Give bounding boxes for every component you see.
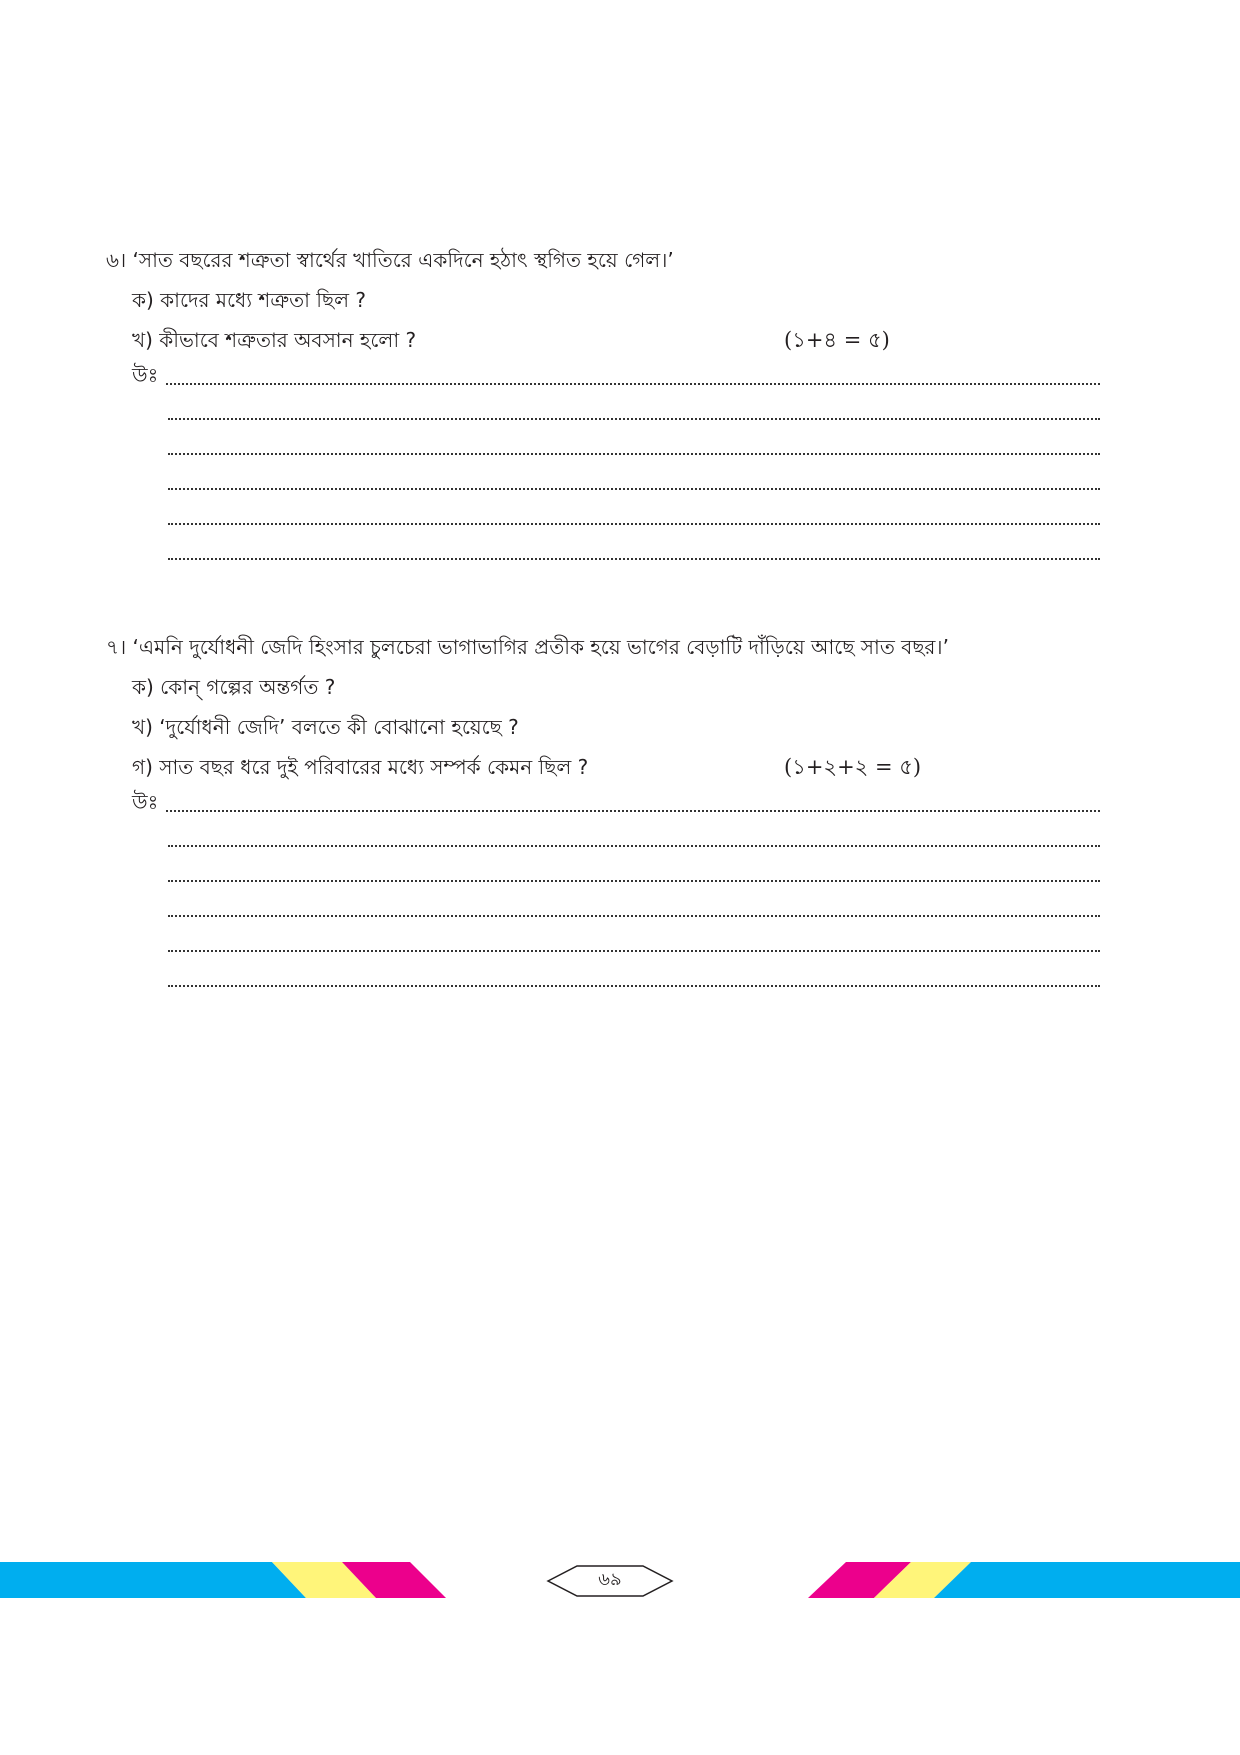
left-cyan-band [0,1562,306,1598]
right-cyan-band [934,1562,1240,1598]
dotted-line [168,845,1100,847]
answer-line[interactable] [132,926,1100,961]
answer-line[interactable] [132,856,1100,891]
answer-line[interactable] [132,961,1100,996]
question-7 [106,632,1100,996]
dotted-line [168,915,1100,917]
question-6 [106,245,1100,569]
answer-line[interactable] [132,499,1100,534]
sub-question-text: ক) কাদের মধ্যে শত্রুতা ছিল ? [132,288,366,312]
marks-label: (১+২+২ = ৫) [784,755,922,779]
answer-label: উঃ [132,363,159,387]
answer-line[interactable] [132,429,1100,464]
sub-question-kha [132,712,1100,752]
answer-line[interactable] [132,394,1100,429]
answer-line[interactable] [132,821,1100,856]
answer-line[interactable] [132,464,1100,499]
answer-label: উঃ [132,790,159,814]
dotted-line [168,985,1100,987]
page-number: ৬৯ [598,1569,622,1590]
sub-question-text: খ) ‘দুর্যোধনী জেদি’ বলতে কী বোঝানো হয়েছে ? [132,715,519,739]
marks-label: (১+৪ = ৫) [784,328,890,352]
dotted-line [168,488,1100,490]
dotted-line [168,880,1100,882]
sub-question-ka [132,672,1100,712]
question-stem: ৬। ‘সাত বছরের শত্রুতা স্বার্থের খাতিরে একদিনে হঠাৎ স্থগিত হয়ে গেল।’ [106,248,674,272]
sub-question-text: ক) কোন্ গল্পের অন্তর্গত ? [132,675,336,699]
answer-line[interactable] [132,534,1100,569]
answer-line[interactable] [132,891,1100,926]
dotted-line [168,950,1100,952]
dotted-line [168,558,1100,560]
dotted-line [166,383,1100,385]
sub-question-ka [132,285,1100,325]
dotted-line [168,523,1100,525]
answer-line[interactable] [132,786,1100,821]
question-stem: ৭। ‘এমনি দুর্যোধনী জেদি হিংসার চুলচেরা ভাগাভাগির প্রতীক হয়ে ভাগের বেড়াটি দাঁড়িয়ে আছে সাত বছর।’ [106,635,949,659]
sub-question-text: খ) কীভাবে শত্রুতার অবসান হলো ? [132,328,417,352]
dotted-line [168,418,1100,420]
dotted-line [166,810,1100,812]
answer-line[interactable] [132,359,1100,394]
sub-question-text: গ) সাত বছর ধরে দুই পরিবারের মধ্যে সম্পর্ক কেমন ছিল ? [132,755,589,779]
dotted-line [168,453,1100,455]
